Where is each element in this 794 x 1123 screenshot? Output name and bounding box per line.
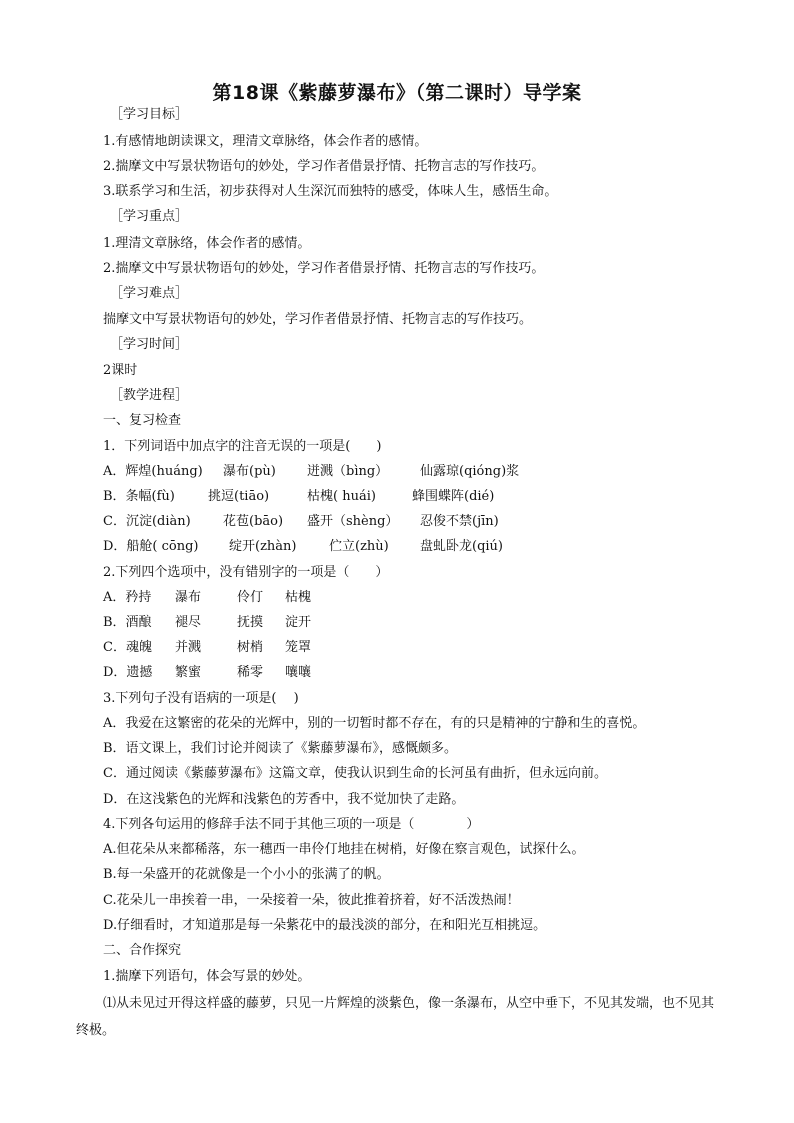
option-word: 伫立(zhù) <box>329 539 389 554</box>
explore-question-1: 1.揣摩下列语句，体会写景的妙处。 <box>103 969 311 984</box>
section-explore: 二、合作探究 <box>103 943 182 958</box>
option-word: 嚷嚷 <box>285 665 312 680</box>
question-4-stem: 4.下列各句运用的修辞手法不同于其他三项的一项是（ ） <box>103 817 480 832</box>
question-4-option: B.每一朵盛开的花就像是一个小小的张满了的帆。 <box>103 867 390 882</box>
option-word: 稀零 <box>237 665 264 680</box>
option-word: 绽开(zhàn) <box>229 539 297 554</box>
option-word: 笼罩 <box>285 640 312 655</box>
option-word: 枯槐 <box>285 590 312 605</box>
page-title: 第18课《紫藤萝瀑布》（第二课时）导学案 <box>212 82 582 104</box>
option-word: A．辉煌(huáng) <box>103 464 203 479</box>
goal-item: 2.揣摩文中写景状物语句的妙处，学习作者借景抒情、托物言志的写作技巧。 <box>103 159 545 174</box>
option-word: B．条幅(fù) <box>103 489 175 504</box>
difficulty-heading: ［学习难点］ <box>110 286 189 301</box>
section-review: 一、复习检查 <box>103 413 182 428</box>
key-points-heading: ［学习重点］ <box>110 209 189 224</box>
option-word: D．遗撼 <box>103 665 153 680</box>
option-word: C．魂魄 <box>103 640 152 655</box>
difficulty-text: 揣摩文中写景状物语句的妙处，学习作者借景抒情、托物言志的写作技巧。 <box>103 312 533 327</box>
option-word: 抚摸 <box>237 615 264 630</box>
key-point-item: 1.理清文章脉络，体会作者的感情。 <box>103 236 311 251</box>
option-word: 仙露琼(qióng)浆 <box>420 464 520 479</box>
key-point-item: 2.揣摩文中写景状物语句的妙处，学习作者借景抒情、托物言志的写作技巧。 <box>103 261 545 276</box>
option-word: D．船舱( cōng) <box>103 539 199 554</box>
option-word: 淀开 <box>285 615 312 630</box>
option-word: 枯槐( huái) <box>307 489 376 504</box>
option-word: A．矜持 <box>103 590 152 605</box>
question-1-stem: 1．下列词语中加点字的注音无误的一项是( ) <box>103 439 382 454</box>
explore-question-1-item-1: ⑴从未见过开得这样盛的藤萝，只见一片辉煌的淡紫色，像一条瀑布，从空中垂下，不见其发端，也不见其终极。 <box>76 996 715 1038</box>
question-4-option: A.但花朵从来都稀落，东一穗西一串伶仃地挂在树梢，好像在察言观色，试探什么。 <box>103 842 585 857</box>
question-3-option: B．语文课上，我们讨论并阅读了《紫藤萝瀑布》，感慨颇多。 <box>103 741 458 756</box>
question-4-option: C.花朵儿一串挨着一串，一朵接着一朵，彼此推着挤着，好不活泼热闹！ <box>103 893 520 908</box>
time-text: 2课时 <box>103 363 138 378</box>
goal-item: 1.有感情地朗读课文，理清文章脉络，体会作者的感情。 <box>103 134 428 149</box>
option-word: 伶仃 <box>237 590 264 605</box>
option-word: 蜂围蝶阵(dié) <box>412 489 495 504</box>
question-3-option: D．在这浅紫色的光辉和浅紫色的芳香中，我不觉加快了走路。 <box>103 792 465 807</box>
option-word: 迸溅（bìng） <box>307 464 389 479</box>
option-word: 树梢 <box>237 640 264 655</box>
option-word: 瀑布(pù) <box>223 464 276 479</box>
option-word: B．酒酿 <box>103 615 152 630</box>
option-word: 花苞(bāo) <box>223 514 284 529</box>
option-word: 瀑布 <box>175 590 202 605</box>
option-word: 并溅 <box>175 640 202 655</box>
goals-heading: ［学习目标］ <box>110 107 189 122</box>
option-word: C．沉淀(diàn) <box>103 514 191 529</box>
option-word: 挑逗(tiāo) <box>208 489 270 504</box>
option-word: 繁蜜 <box>175 665 202 680</box>
question-3-stem: 3.下列句子没有语病的一项是( ) <box>103 691 299 706</box>
question-2-stem: 2.下列四个选项中，没有错别字的一项是（ ） <box>103 565 389 580</box>
question-4-option: D.仔细看时，才知道那是每一朵紫花中的最浅淡的部分，在和阳光互相挑逗。 <box>103 918 547 933</box>
goal-item: 3.联系学习和生活，初步获得对人生深沉而独特的感受，体味人生，感悟生命。 <box>103 184 558 199</box>
question-3-option: C．通过阅读《紫藤萝瀑布》这篇文章，使我认识到生命的长河虽有曲折，但永远向前。 <box>103 766 607 781</box>
option-word: 忍俊不禁(jīn) <box>420 514 499 529</box>
question-3-option: A．我爱在这繁密的花朵的光辉中，别的一切暂时都不存在，有的只是精神的宁静和生的喜悦。 <box>103 716 646 731</box>
option-word: 盘虬卧龙(qiú) <box>420 539 503 554</box>
process-heading: ［教学进程］ <box>110 388 189 403</box>
time-heading: ［学习时间］ <box>110 337 189 352</box>
option-word: 盛开（shèng） <box>307 514 399 529</box>
option-word: 褪尽 <box>175 615 202 630</box>
